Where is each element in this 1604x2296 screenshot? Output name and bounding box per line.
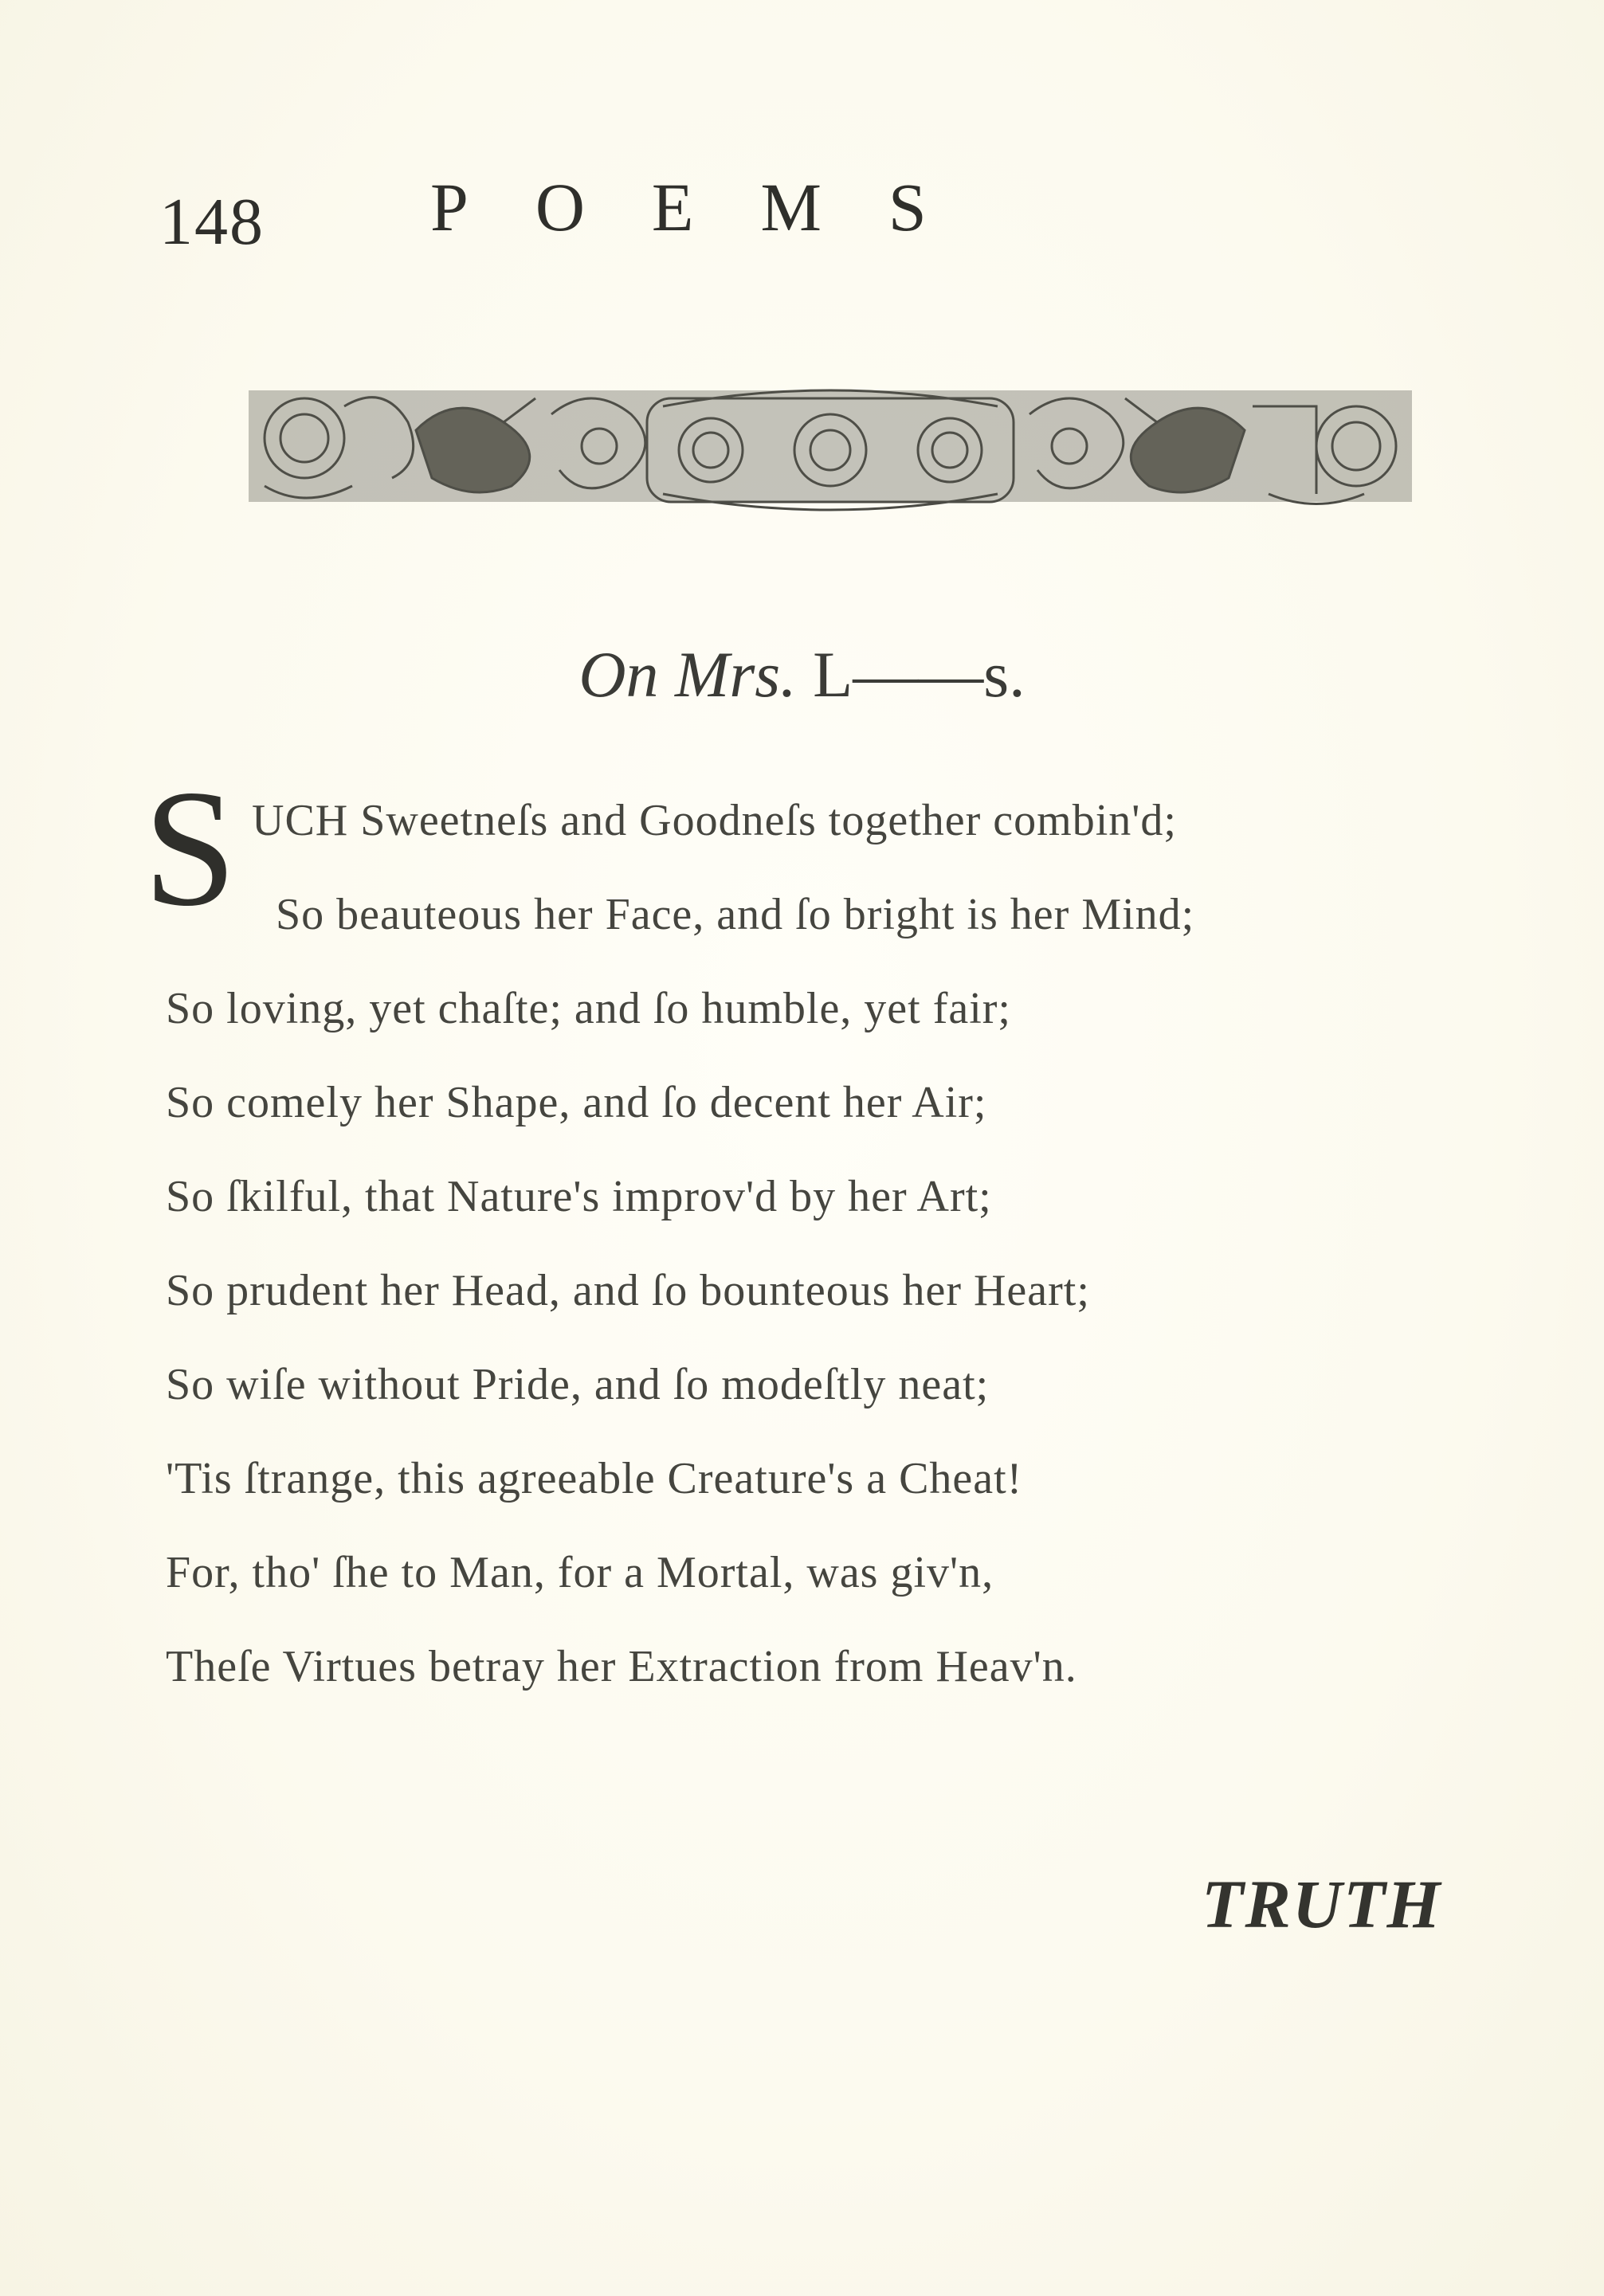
poem-line: For, tho' ſhe to Man, for a Mortal, was giv'n,	[166, 1548, 994, 1597]
poem-title	[0, 637, 1604, 712]
poem-line: 'Tis ſtrange, this agreeable Creature's a Cheat!	[166, 1454, 1023, 1503]
title-honorific: Mrs.	[675, 638, 797, 711]
floral-headpiece-ornament-icon	[249, 374, 1412, 518]
poem-line: So wiſe without Pride, and ſo modeſtly neat;	[166, 1360, 990, 1409]
poem-line: So ſkilful, that Nature's improv'd by her Art;	[166, 1172, 992, 1221]
poem-line: Theſe Virtues betray her Extraction from Heav'n.	[166, 1642, 1077, 1691]
poem-line: UCH Sweetneſs and Goodneſs together combin'd;	[252, 796, 1177, 845]
poem-line: So loving, yet chaſte; and ſo humble, yet fair;	[166, 984, 1011, 1033]
catchword: TRUTH	[1202, 1866, 1442, 1942]
drop-cap: S	[143, 756, 237, 941]
poem-line: So beauteous her Face, and ſo bright is her Mind;	[276, 890, 1195, 939]
page-number: 148	[159, 185, 265, 259]
poem-line: So comely her Shape, and ſo decent her Air;	[166, 1078, 987, 1127]
page-header	[159, 167, 1434, 263]
title-name: L——s.	[813, 638, 1026, 711]
title-prefix: On	[578, 638, 659, 711]
poem-line: So prudent her Head, and ſo bounteous her Heart;	[166, 1266, 1090, 1315]
running-head: POEMS	[430, 169, 994, 245]
